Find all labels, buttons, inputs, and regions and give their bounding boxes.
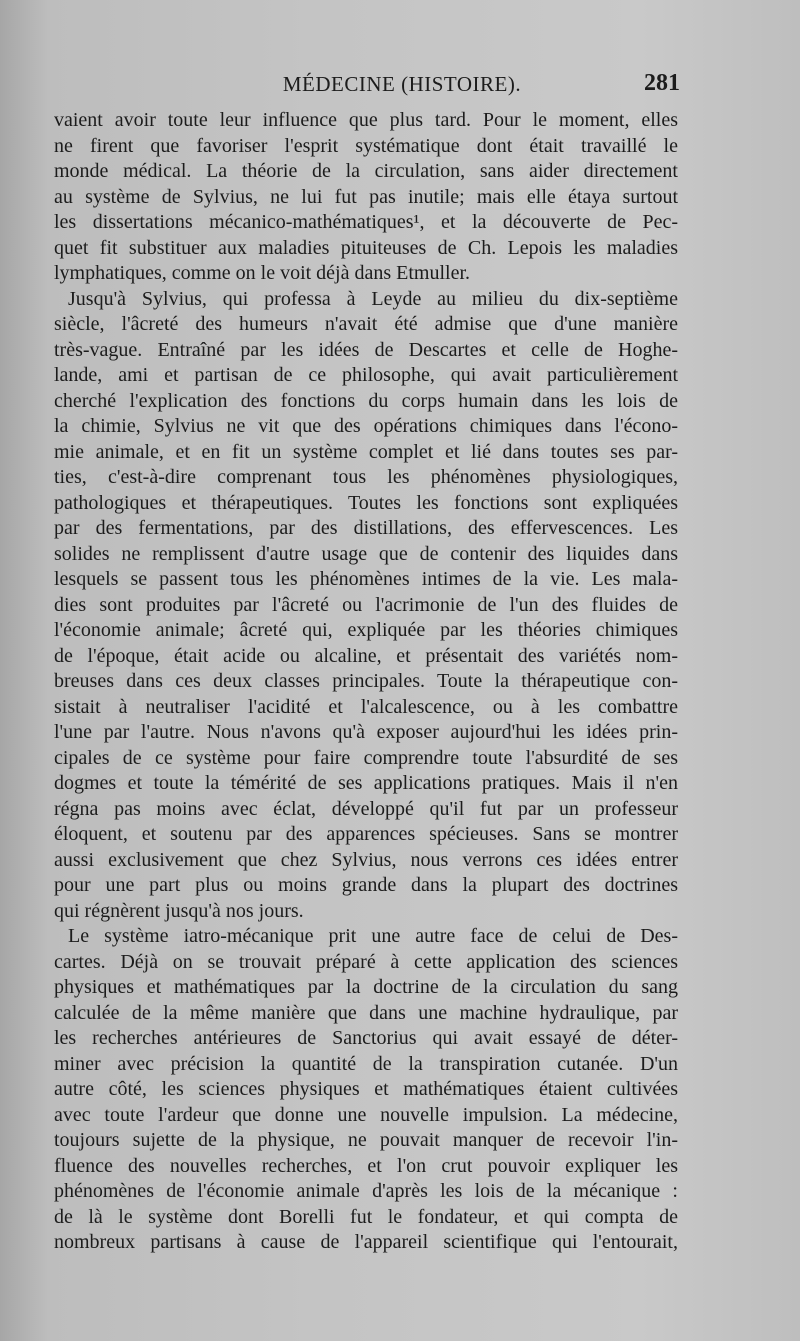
text-line: quet fit substituer aux maladies pituiteuses de Ch. Lepois les maladies bbox=[54, 236, 678, 259]
text-line: cipales de ce système pour faire comprendre toute l'absurdité de ses bbox=[54, 746, 678, 769]
text-line: vaient avoir toute leur influence que plus tard. Pour le moment, elles bbox=[54, 109, 678, 131]
text-line: Le système iatro-mécanique prit une autre face de celui de Des- bbox=[68, 925, 678, 947]
text-line: miner avec précision la quantité de la transpiration cutanée. D'un bbox=[54, 1052, 678, 1075]
text-line: breuses dans ces deux classes principales. Toute la thérapeutique con- bbox=[54, 670, 678, 692]
text-line: autre côté, les sciences physiques et mathématiques étaient cultivées bbox=[54, 1078, 678, 1100]
text-line: lymphatiques, comme on le voit déjà dans Etmuller. bbox=[54, 262, 471, 284]
text-line: aussi exclusivement que chez Sylvius, nous verrons ces idées entrer bbox=[54, 848, 678, 871]
text-line: par des fermentations, par des distillations, des effervescences. Les bbox=[54, 517, 678, 539]
text-line: dogmes et toute la témérité de ses applications pratiques. Mais il n'en bbox=[54, 772, 678, 794]
text-line: éloquent, et soutenu par des apparences spécieuses. Sans se montrer bbox=[54, 823, 678, 845]
text-line: calculée de la même manière que dans une machine hydraulique, par bbox=[54, 1001, 678, 1024]
text-line: ne firent que favoriser l'esprit systématique dont était travaillé le bbox=[54, 134, 678, 157]
text-line: avec toute l'ardeur que donne une nouvelle impulsion. La médecine, bbox=[54, 1103, 678, 1126]
text-line: régna pas moins avec éclat, développé qu'il fut par un professeur bbox=[54, 797, 678, 820]
text-line: sistait à neutraliser l'acidité et l'alcalescence, ou à les combattre bbox=[54, 695, 678, 718]
text-line: pour une part plus ou moins grande dans la plupart des doctrines bbox=[54, 874, 678, 896]
text-line: phénomènes de l'économie animale d'après les lois de la mécanique : bbox=[54, 1180, 678, 1202]
text-line: dies sont produites par l'âcreté ou l'acrimonie de l'un des fluides de bbox=[54, 593, 678, 616]
text-line: très-vague. Entraîné par les idées de Descartes et celle de Hoghe- bbox=[54, 338, 678, 361]
text-line: siècle, l'âcreté des humeurs n'avait été admise que d'une manière bbox=[54, 313, 678, 335]
text-line: mie animale, et en fit un système complet et lié dans toutes ses par- bbox=[54, 440, 678, 463]
running-title: MÉDECINE (HISTOIRE). bbox=[282, 72, 522, 96]
text-line: Jusqu'à Sylvius, qui professa à Leyde au milieu du dix-septième bbox=[68, 287, 678, 310]
text-line: cherché l'explication des fonctions du corps humain dans les lois de bbox=[54, 389, 678, 412]
text-line: physiques et mathématiques par la doctrine de la circulation du sang bbox=[54, 976, 678, 998]
text-line: pathologiques et thérapeutiques. Toutes les fonctions sont expliquées bbox=[54, 491, 678, 514]
text-line: cartes. Déjà on se trouvait préparé à cette application des sciences bbox=[54, 950, 678, 973]
text-line: nombreux partisans à cause de l'appareil scientifique qui l'entourait, bbox=[54, 1231, 678, 1253]
text-line: toujours sujette de la physique, ne pouvait manquer de recevoir l'in- bbox=[54, 1129, 678, 1151]
body-text bbox=[54, 108, 678, 1256]
text-line: ties, c'est-à-dire comprenant tous les phénomènes physiologiques, bbox=[54, 466, 678, 488]
text-line: solides ne remplissent d'autre usage que de contenir des liquides dans bbox=[54, 542, 678, 565]
text-line: lesquels se passent tous les phénomènes intimes de la vie. Les mala- bbox=[54, 568, 678, 590]
text-line: qui régnèrent jusqu'à nos jours. bbox=[54, 899, 304, 922]
page-number: 281 bbox=[644, 70, 680, 96]
text-line: l'économie animale; âcreté qui, expliquée par les théories chimiques bbox=[54, 619, 678, 641]
text-line: les recherches antérieures de Sanctorius qui avait essayé de déter- bbox=[54, 1027, 678, 1049]
running-head bbox=[54, 72, 680, 104]
text-line: de l'époque, était acide ou alcaline, et présentait des variétés nom- bbox=[54, 644, 678, 667]
text-line: fluence des nouvelles recherches, et l'on crut pouvoir expliquer les bbox=[54, 1154, 678, 1177]
text-line: la chimie, Sylvius ne vit que des opérations chimiques dans l'écono- bbox=[54, 415, 678, 437]
text-line: lande, ami et partisan de ce philosophe, qui avait particulièrement bbox=[54, 364, 678, 386]
text-line: monde médical. La théorie de la circulation, sans aider directement bbox=[54, 160, 678, 182]
text-line: de là le système dont Borelli fut le fondateur, et qui compta de bbox=[54, 1205, 678, 1228]
text-line: les dissertations mécanico-mathématiques¹, et la découverte de Pec- bbox=[54, 211, 678, 233]
text-line: au système de Sylvius, ne lui fut pas inutile; mais elle étaya surtout bbox=[54, 185, 678, 208]
text-line: l'une par l'autre. Nous n'avons qu'à exposer aujourd'hui les idées prin- bbox=[54, 721, 678, 743]
